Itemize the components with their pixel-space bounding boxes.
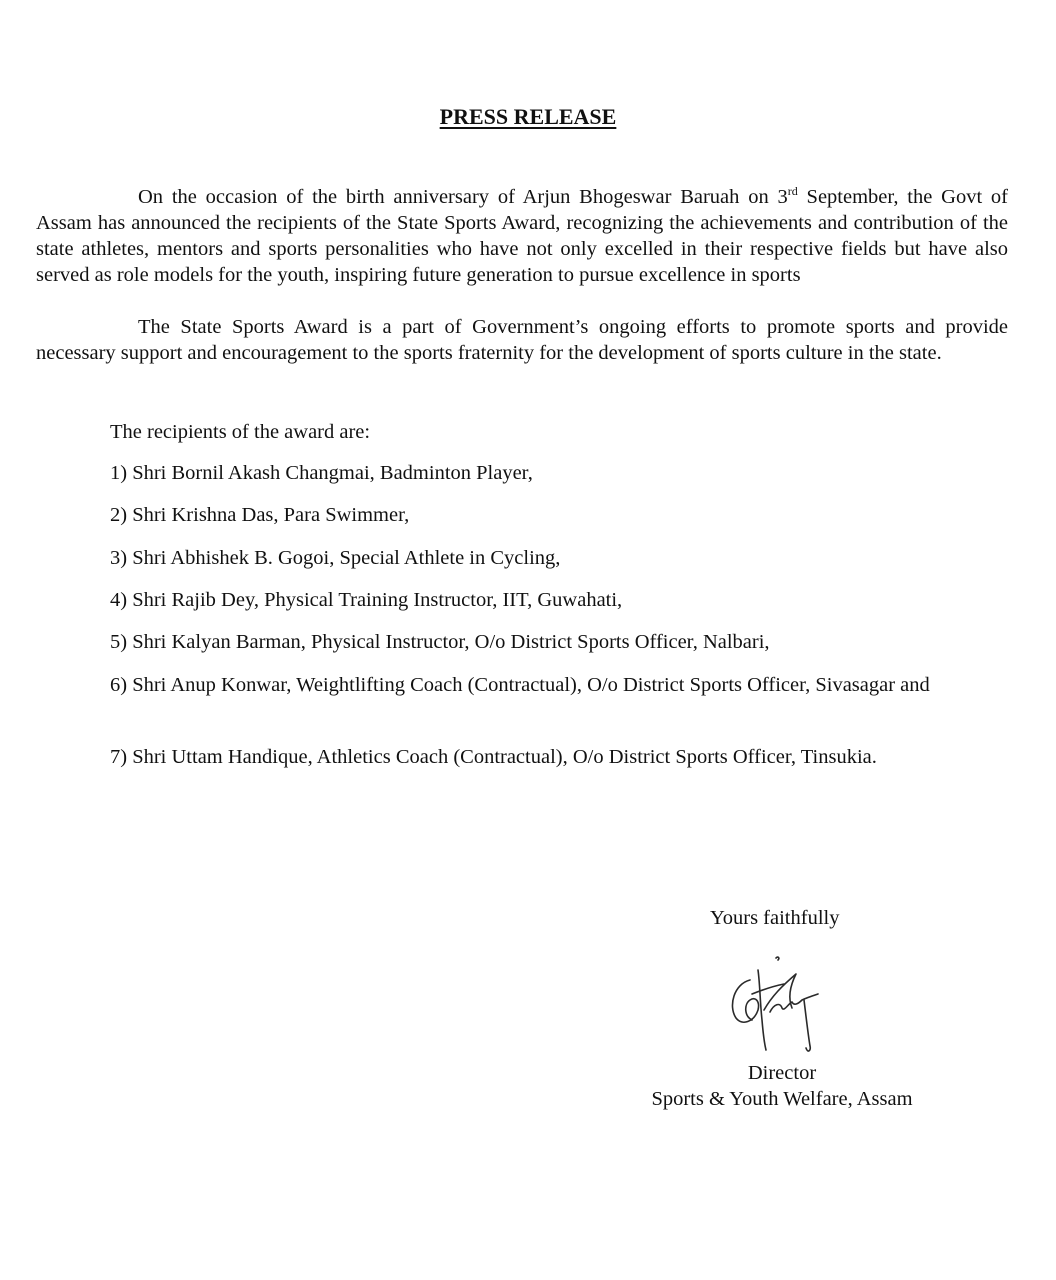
recipient-item-3: 3) Shri Abhishek B. Gogoi, Special Athlete in Cycling,	[110, 547, 561, 569]
intro-text-end: September, the Govt of Assam has announced the recipients of the State Sports Award, recognizing the achievements and contribution of the state athletes, mentors and sports personalities who have not only excelled in their respective fields but have also served as role models for the youth, inspiring future generation to pursue excellence in sports	[36, 186, 1009, 286]
closing-salutation: Yours faithfully	[710, 907, 840, 929]
signatory-designation: Director	[747, 1062, 817, 1084]
recipient-item-4: 4) Shri Rajib Dey, Physical Training Instructor, IIT, Guwahati,	[110, 589, 623, 611]
award-purpose-paragraph	[36, 314, 1008, 366]
signature	[722, 950, 832, 1060]
recipients-intro: The recipients of the award are:	[110, 421, 371, 443]
intro-paragraph	[36, 184, 1008, 288]
intro-text-start: On the occasion of the birth anniversary of Arjun Bhogeswar Baruah on 3	[138, 186, 788, 208]
recipient-item-1: 1) Shri Bornil Akash Changmai, Badminton Player,	[110, 462, 533, 484]
recipient-item-6: 6) Shri Anup Konwar, Weightlifting Coach (Contractual), O/o District Sports Officer, Sivasagar and	[110, 674, 930, 696]
award-purpose-text: The State Sports Award is a part of Government’s ongoing efforts to promote sports and provide necessary support and encouragement to the sports fraternity for the development of sports culture in the state.	[36, 316, 1008, 364]
ordinal-suffix: rd	[787, 184, 798, 199]
recipient-item-7: 7) Shri Uttam Handique, Athletics Coach (Contractual), O/o District Sports Officer, Tinsukia.	[110, 746, 877, 768]
recipient-item-5: 5) Shri Kalyan Barman, Physical Instructor, O/o District Sports Officer, Nalbari,	[110, 631, 770, 653]
signatory-department: Sports & Youth Welfare, Assam	[651, 1088, 913, 1110]
press-release-title: PRESS RELEASE	[439, 104, 617, 129]
recipient-item-2: 2) Shri Krishna Das, Para Swimmer,	[110, 504, 410, 526]
